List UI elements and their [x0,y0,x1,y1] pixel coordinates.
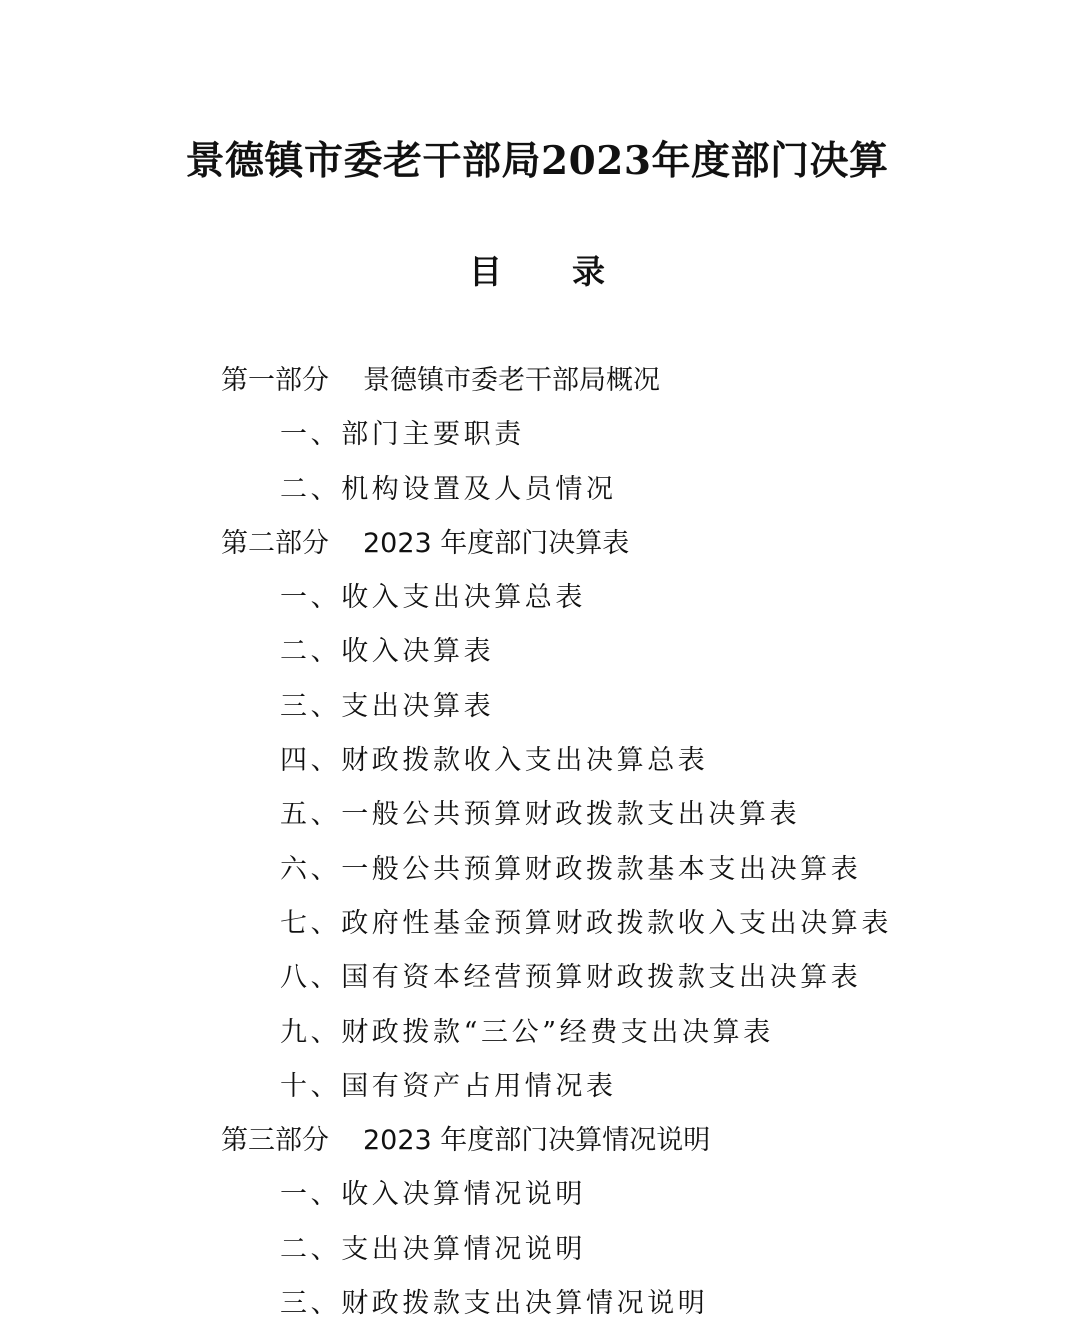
toc-part-name: 2023 年度部门决算情况说明 [363,1125,711,1157]
toc-item[interactable]: 六、一般公共预算财政拨款基本支出决算表 [280,853,862,885]
toc-part-3[interactable] [0,1114,1074,1168]
toc-item[interactable]: 十、国有资产占用情况表 [280,1070,617,1102]
toc-part-label: 第一部分 [221,365,329,396]
toc-item[interactable]: 九、财政拨款“三公”经费支出决算表 [280,1016,774,1048]
toc-heading [0,250,1074,294]
toc-item[interactable]: 二、机构设置及人员情况 [280,473,617,505]
toc-item[interactable]: 一、收入支出决算总表 [280,582,586,614]
toc-item[interactable]: 一、收入决算情况说明 [280,1179,586,1211]
toc-item[interactable]: 八、国有资本经营预算财政拨款支出决算表 [280,962,862,994]
toc-heading-char-2: 录 [572,252,605,291]
document-title: 景德镇市委老干部局2023年度部门决算 [185,138,889,184]
toc-item[interactable]: 二、收入决算表 [280,636,495,668]
toc-item[interactable]: 四、财政拨款收入支出决算总表 [280,745,709,777]
toc-part-1[interactable] [0,354,1074,408]
toc-part-label: 第二部分 [221,527,329,559]
toc-part-2[interactable] [0,517,1074,571]
table-of-contents [0,354,1074,1331]
toc-item[interactable]: 七、政府性基金预算财政拨款收入支出决算表 [280,907,892,939]
toc-item[interactable]: 三、支出决算表 [280,690,495,722]
toc-item[interactable]: 五、一般公共预算财政拨款支出决算表 [280,799,801,831]
toc-part-label: 第三部分 [221,1125,329,1157]
toc-heading-char-1: 目 [469,252,502,291]
toc-item[interactable]: 三、财政拨款支出决算情况说明 [280,1288,709,1320]
toc-part-name: 景德镇市委老干部局概况 [363,365,660,396]
toc-item[interactable]: 二、支出决算情况说明 [280,1233,586,1265]
toc-item[interactable]: 一、部门主要职责 [280,419,525,451]
toc-part-name: 2023 年度部门决算表 [363,527,630,559]
